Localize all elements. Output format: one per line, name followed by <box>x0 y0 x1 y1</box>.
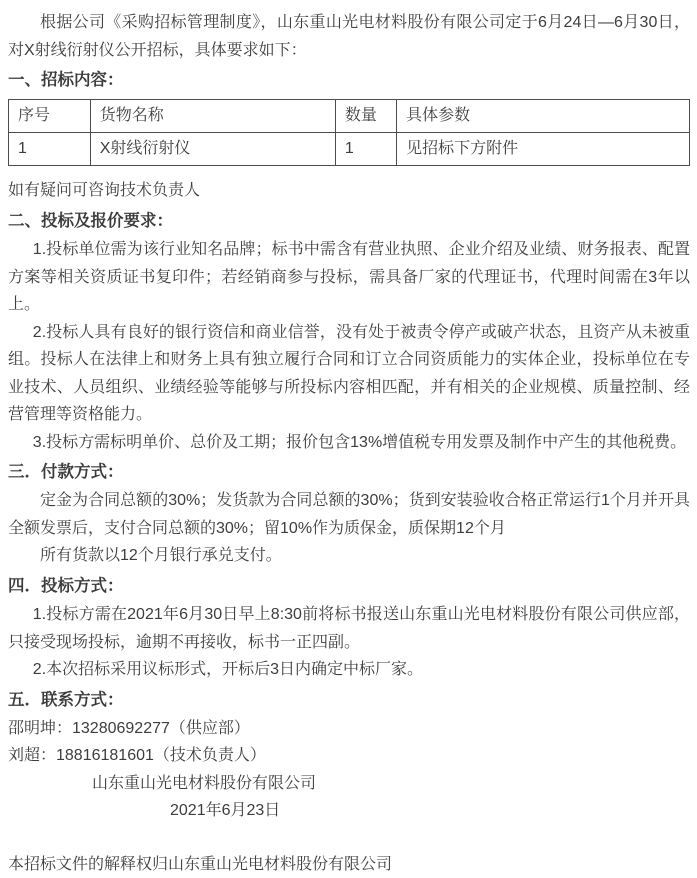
tender-items-table <box>8 99 690 166</box>
bidding-requirement-item: 1.投标单位需为该行业知名品牌；标书中需含有营业执照、企业介绍及业绩、财务报表、配置方案等相关资质证书复印件；若经销商参与投标，需具备厂家的代理证书，代理时间需在3年以上。 <box>8 240 690 314</box>
contact-tech-lead: 刘超：18816181601（技术负责人） <box>8 747 266 765</box>
signature-date: 2021年6月23日 <box>170 802 281 820</box>
table-row <box>9 133 690 166</box>
column-header-goods-name: 货物名称 <box>90 100 335 133</box>
interpretation-rights-note: 本招标文件的解释权归山东重山光电材料股份有限公司 <box>8 855 393 873</box>
payment-terms-paragraph: 定金为合同总额的30%；发货款为合同总额的30%；货到安装验收合格正常运行1个月并开具全额发票后，支付合同总额的30%；留10%作为质保金，质保期12个月 <box>8 492 690 537</box>
contact-supply-dept: 邵明坤：13280692277（供应部） <box>8 719 250 737</box>
payment-terms-paragraph: 所有货款以12个月银行承兑支付。 <box>40 547 282 565</box>
section-2-heading: 二、投标及报价要求： <box>8 211 173 230</box>
intro-paragraph: 根据公司《采购招标管理制度》，山东重山光电材料股份有限公司定于6月24日—6月30日，对X射线衍射仪公开招标，具体要求如下： <box>8 14 690 59</box>
section-4-heading: 四．投标方式： <box>8 576 124 595</box>
cell-quantity: 1 <box>335 133 396 166</box>
cell-index: 1 <box>9 133 91 166</box>
column-header-specs: 具体参数 <box>397 100 690 133</box>
bid-method-item: 2.本次招标采用议标形式，开标后3日内确定中标厂家。 <box>32 661 424 679</box>
bidding-requirement-item: 3.投标方需标明单价、总价及工期；报价包含13%增值税专用发票及制作中产生的其他税费。 <box>32 433 687 451</box>
section-5-heading: 五．联系方式： <box>8 690 124 709</box>
table-header-row <box>9 100 690 133</box>
contact-note: 如有疑问可咨询技术负责人 <box>8 182 201 200</box>
cell-goods-name: X射线衍射仪 <box>90 133 335 166</box>
section-3-heading: 三．付款方式： <box>8 463 124 482</box>
bidding-requirement-item: 2.投标人具有良好的银行资信和商业信誉，没有处于被责令停产或破产状态，且资产从未被重组。投标人在法律上和财务上具有独立履行合同和订立合同资质能力的实体企业，投标单位在专业技术、人员组织、业绩经验等能够与所投标内容相匹配，并有相关的企业规模、质量控制、经营管理等资格能力。 <box>8 323 690 424</box>
column-header-index: 序号 <box>9 100 91 133</box>
column-header-quantity: 数量 <box>335 100 396 133</box>
company-signature: 山东重山光电材料股份有限公司 <box>92 774 317 792</box>
section-1-heading: 一、招标内容： <box>8 71 124 90</box>
bid-method-item: 1.投标方需在2021年6月30日早上8:30前将标书报送山东重山光电材料股份有限公司供应部，只接受现场投标，逾期不再接收，标书一正四副。 <box>8 606 690 651</box>
cell-specs: 见招标下方附件 <box>397 133 690 166</box>
